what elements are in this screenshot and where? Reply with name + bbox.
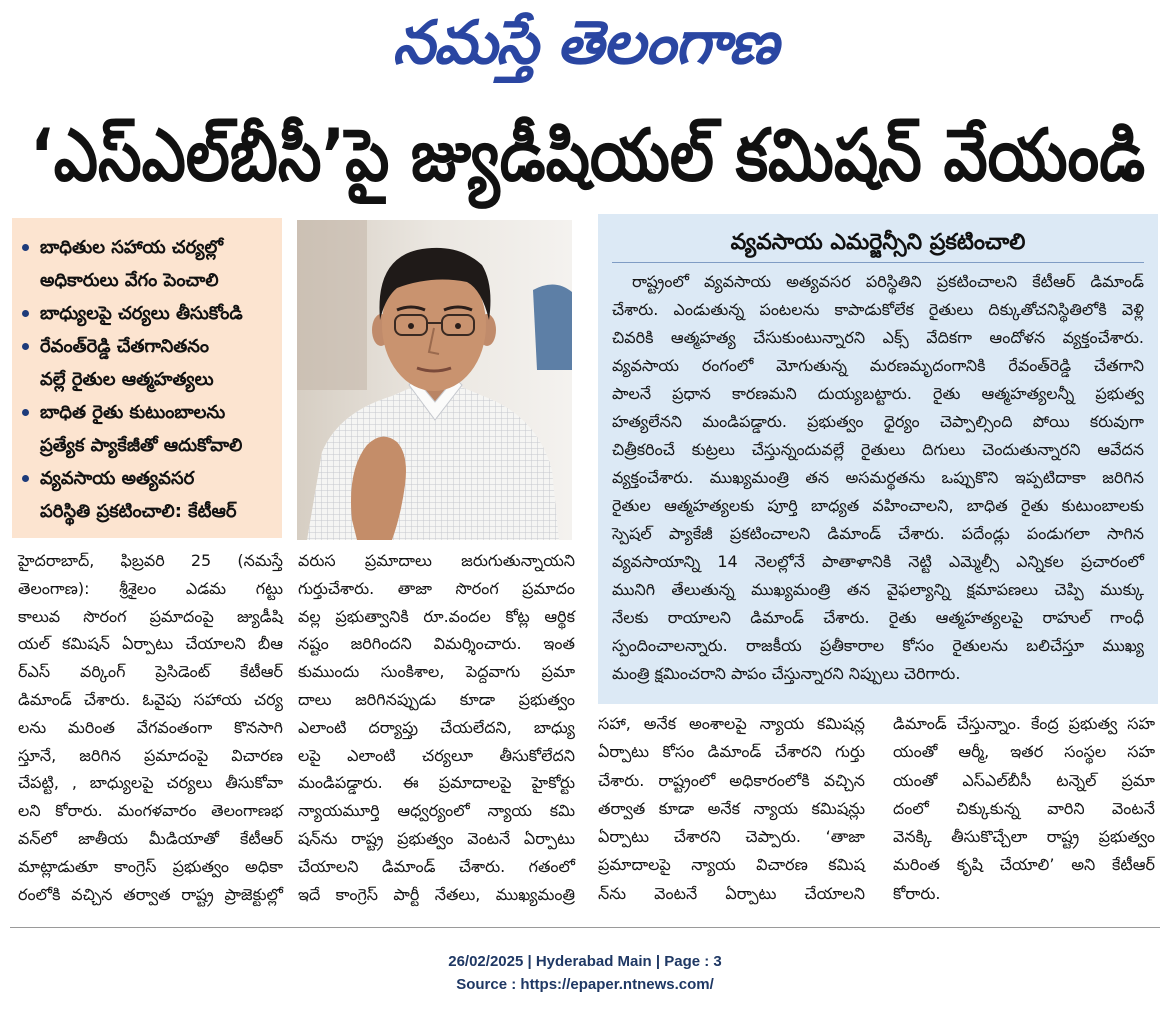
sidebar-line: వ్యక్తంచేశారు. ముఖ్యమంత్రి తన అసమర్థతను ఒప్పుకొని ఇప్పటిదాకా జరిగిన <box>612 468 1144 487</box>
article-line: చేపట్టి, , బాధ్యులపై చర్యలు తీసుకోవా <box>18 773 283 793</box>
highlight-lines <box>40 396 276 462</box>
sidebar-box <box>598 214 1158 704</box>
highlight-line: పరిస్థితి ప్రకటించాలి: కేటీఆర్ <box>40 501 237 522</box>
sidebar-line: వ్యవసాయ రంగంలో మోగుతున్న మరణమృదంగానికి రేవంత్‌రెడ్డి చేతగాని <box>612 356 1145 375</box>
highlight-line: వ్యవసాయ అత్యవసర <box>40 468 195 489</box>
headline: ‘ఎస్‌ఎల్‌బీసీ’పై జ్యుడీషియల్ కమిషన్ వేయండి <box>30 113 1146 197</box>
sidebar-line: స్పెషల్ ప్యాకేజీ ప్రకటించాలని డిమాండ్ చేశారు. పదేండ్లు పండుగలా సాగిన <box>612 524 1145 543</box>
bullet-icon <box>22 343 29 350</box>
sidebar-line: చిత్రీకరించే కుట్రలు చేస్తున్నందువల్లే రైతులు దిగులు చెందుతున్నారని ఆవేదన <box>612 440 1145 459</box>
article-line: ర్‌ఎస్ వర్కింగ్ ప్రెసిడెంట్ కేటీఆర్ <box>18 662 283 682</box>
article-line: డిమాండ్ చేస్తున్నాం. కేంద్ర ప్రభుత్వ సహ <box>893 714 1155 733</box>
portrait-photo <box>297 220 572 540</box>
article-line: సహా, అనేక అంశాలపై న్యాయ కమిషన్ల <box>598 714 865 733</box>
portrait-image <box>297 220 572 540</box>
article-line: మండిపడ్డారు. ఈ ప్రమాదాలపై హైకోర్టు <box>298 773 575 793</box>
article-line: కోరారు. <box>893 883 941 903</box>
article-line: న్యాయమూర్తి ఆధ్వర్యంలో న్యాయ కమి <box>298 801 575 821</box>
article-line: డిమాండ్ చేశారు. ఓవైపు సహాయ చర్య <box>18 689 283 709</box>
highlight-line: ప్రత్యేక ప్యాకేజీతో ఆదుకోవాలి <box>40 435 243 456</box>
article-line: కుముందు సుంకిశాల, పెద్దవాగు ప్రమా <box>298 662 576 682</box>
highlight-line: రేవంత్‌రెడ్డి చేతగానితనం <box>40 336 209 357</box>
article-line: చేయాలని డిమాండ్ చేశారు. గతంలో <box>298 856 575 876</box>
bullet-icon <box>22 244 29 251</box>
article-line: వల్ల ప్రభుత్వానికి రూ.వందల కోట్ల ఆర్థిక <box>298 606 575 626</box>
sidebar-line: మునిగి తేలుతున్న ముఖ్యమంత్రి తన వైఫల్యాన్ని క్షమాపణలు చెప్పి ముక్కు <box>612 580 1144 599</box>
article-line: ప్రమాదాలపై న్యాయ విచారణ కమిష <box>598 855 865 875</box>
sidebar-line: పాలనే ప్రధాన కారణమని దుయ్యబట్టారు. రైతు ఆత్మహత్యలన్నీ ప్రభుత్వ <box>612 384 1145 403</box>
article-line: స్తూనే, జరిగిన ప్రమాదంపై విచారణ <box>18 745 283 765</box>
highlight-item <box>12 396 282 462</box>
article-line: ఇదే కాంగ్రెస్ పార్టీ నేతలు, ముఖ్యమంత్రి <box>298 884 575 904</box>
bullet-icon <box>22 475 29 482</box>
article-line: దంలో చిక్కుకున్న వారిని వెంటనే <box>893 798 1156 818</box>
article-line: లపై ఎలాంటి చర్యలూ తీసుకోలేదని <box>298 745 575 765</box>
bullet-icon <box>22 409 29 416</box>
article-line: లని కోరారు. మంగళవారం తెలంగాణభ <box>18 801 284 821</box>
article-line: మాట్లాడుతూ కాంగ్రెస్ ప్రభుత్వం అధికా <box>18 856 283 876</box>
highlight-line: బాధ్యులపై చర్యలు తీసుకోండి <box>40 303 243 324</box>
article-line: వన్‌లో జాతీయ మీడియాతో కేటీఆర్ <box>18 828 284 848</box>
sidebar-body <box>612 268 1144 688</box>
highlight-lines <box>40 462 276 528</box>
article-line: యల్ కమిషన్ ఏర్పాటు చేయాలని బీఆ <box>18 634 284 654</box>
sidebar-line: మంత్రి క్షమించరాని పాపం చేస్తున్నారని నిప్పులు చెరిగారు. <box>612 664 961 683</box>
sidebar-line: రాష్ట్రంలో వ్యవసాయ అత్యవసర పరిస్థితిని ప్రకటించాలని కేటీఆర్ డిమాండ్ <box>632 272 1145 291</box>
sidebar-line: వ్యవసాయాన్ని 14 నెలల్లోనే పాతాళానికి నెట్టి ఎమ్మెల్సీ ఎన్నికల ప్రచారంలో <box>612 552 1144 571</box>
article-line: గుర్తుచేశారు. తాజా సొరంగ ప్రమాదం <box>298 578 575 598</box>
highlight-line: బాధిత రైతు కుటుంబాలను <box>40 402 226 423</box>
sidebar-title: వ్యవసాయ ఎమర్జెన్సీని ప్రకటించాలి <box>730 230 1026 255</box>
footer <box>0 950 1170 996</box>
highlight-line: బాధితుల సహాయ చర్యల్లో <box>40 237 224 258</box>
article-line: మరింత కృషి చేయాలి’ అని కేటీఆర్ <box>893 855 1155 875</box>
article-line: వెనక్కి తీసుకొచ్చేలా రాష్ట్ర ప్రభుత్వం <box>893 827 1155 847</box>
article-line: యంతో ఆర్మీ, ఇతర సంస్థల సహ <box>893 742 1155 762</box>
masthead-title: నమస్తే తెలంగాణ <box>392 8 778 78</box>
sidebar-line: హత్యలేనని మండిపడ్డారు. ప్రభుత్వం ధైర్యం చెప్పాల్సింది పోయి కరువుగా <box>612 412 1144 431</box>
article-line: రంలోకి వచ్చిన తర్వాత రాష్ట్ర ప్రాజెక్టుల్లో <box>18 884 283 904</box>
article-column-4 <box>893 710 1155 908</box>
article-line: వరుస ప్రమాదాలు జరుగుతున్నాయని <box>298 551 576 570</box>
footer-source: Source : https://epaper.ntnews.com/ <box>456 976 714 993</box>
highlight-item <box>12 297 282 330</box>
masthead <box>0 4 1170 82</box>
highlight-lines <box>40 231 276 297</box>
bullet-icon <box>22 310 29 317</box>
footer-divider <box>10 927 1160 928</box>
article-line: హైదరాబాద్, ఫిబ్రవరి 25 (నమస్తే <box>18 551 283 570</box>
headline-area <box>30 100 1145 210</box>
highlight-item <box>12 231 282 297</box>
article-line: ఏర్పాటు చేశారని చెప్పారు. ‘తాజా <box>598 827 865 847</box>
highlight-item <box>12 462 282 528</box>
article-line: చేశారు. రాష్ట్రంలో అధికారంలోకి వచ్చిన <box>598 770 865 790</box>
highlight-lines <box>40 330 276 396</box>
sidebar-title-bar <box>612 224 1144 263</box>
article-column-3 <box>598 710 865 908</box>
article-line: నష్టం జరిగిందని విమర్శించారు. ఇంత <box>298 634 575 654</box>
article-line: లను మరింత వేగవంతంగా కొనసాగి <box>18 717 284 737</box>
article-line: షన్‌ను రాష్ట్ర ప్రభుత్వం వెంటనే ఏర్పాటు <box>298 828 576 848</box>
sidebar-line: రైతుల ఆత్మహత్యలకు పూర్తి బాధ్యత వహించాలని, బాధిత రైతు కుటుంబాలకు <box>612 496 1144 515</box>
highlight-line: అధికారులు వేగం పెంచాలి <box>40 270 219 291</box>
highlight-lines <box>40 297 276 330</box>
article-line: యంతో ఎస్‌ఎల్‌బీసీ టన్నెల్ ప్రమా <box>893 770 1155 790</box>
article-column-2 <box>298 547 575 908</box>
article-line: తర్వాత కూడా అనేక న్యాయ కమిషన్లు <box>598 798 866 818</box>
article-line: ఎలాంటి దర్యాప్తు చేయలేదని, బాధ్యు <box>298 717 575 737</box>
highlight-item <box>12 330 282 396</box>
sidebar-line: స్పందించాలన్నారు. రాజకీయ ప్రతీకారాల కోసం రైతులను బలిచేస్తూ ముఖ్య <box>612 636 1145 655</box>
article-line: కాలువ సొరంగ ప్రమాదంపై జ్యుడీషి <box>18 606 284 626</box>
sidebar-line: చివరికి ఆత్మహత్య చేసుకుంటున్నారని ఎక్స్ వేదికగా ఆందోళన వ్యక్తంచేశారు. <box>612 328 1144 347</box>
sidebar-line: నేలకు రాయాలని డిమాండ్ చేశారు. రైతు ఆత్మహత్యలపై రాహుల్ గాంధీ <box>612 608 1144 627</box>
article-line: తెలంగాణ): శ్రీశైలం ఎడమ గట్టు <box>18 578 283 598</box>
sidebar-line: చేశారు. ఎండుతున్న పంటలను కాపాడుకోలేక రైతులు దిక్కుతోచనిస్థితిలోకి వెళ్లి <box>612 300 1145 319</box>
article-line: దాలు జరిగినప్పుడు కూడా ప్రభుత్వం <box>298 689 575 709</box>
article-column-1 <box>18 547 283 908</box>
footer-dateline: 26/02/2025 | Hyderabad Main | Page : 3 <box>448 953 722 970</box>
article-line: న్‌ను వెంటనే ఏర్పాటు చేయాలని <box>598 883 866 903</box>
highlight-line: వల్లే రైతుల ఆత్మహత్యలు <box>40 369 214 390</box>
article-line: ఏర్పాటు కోసం డిమాండ్ చేశారని గుర్తు <box>598 742 865 762</box>
highlights-box <box>12 218 282 538</box>
